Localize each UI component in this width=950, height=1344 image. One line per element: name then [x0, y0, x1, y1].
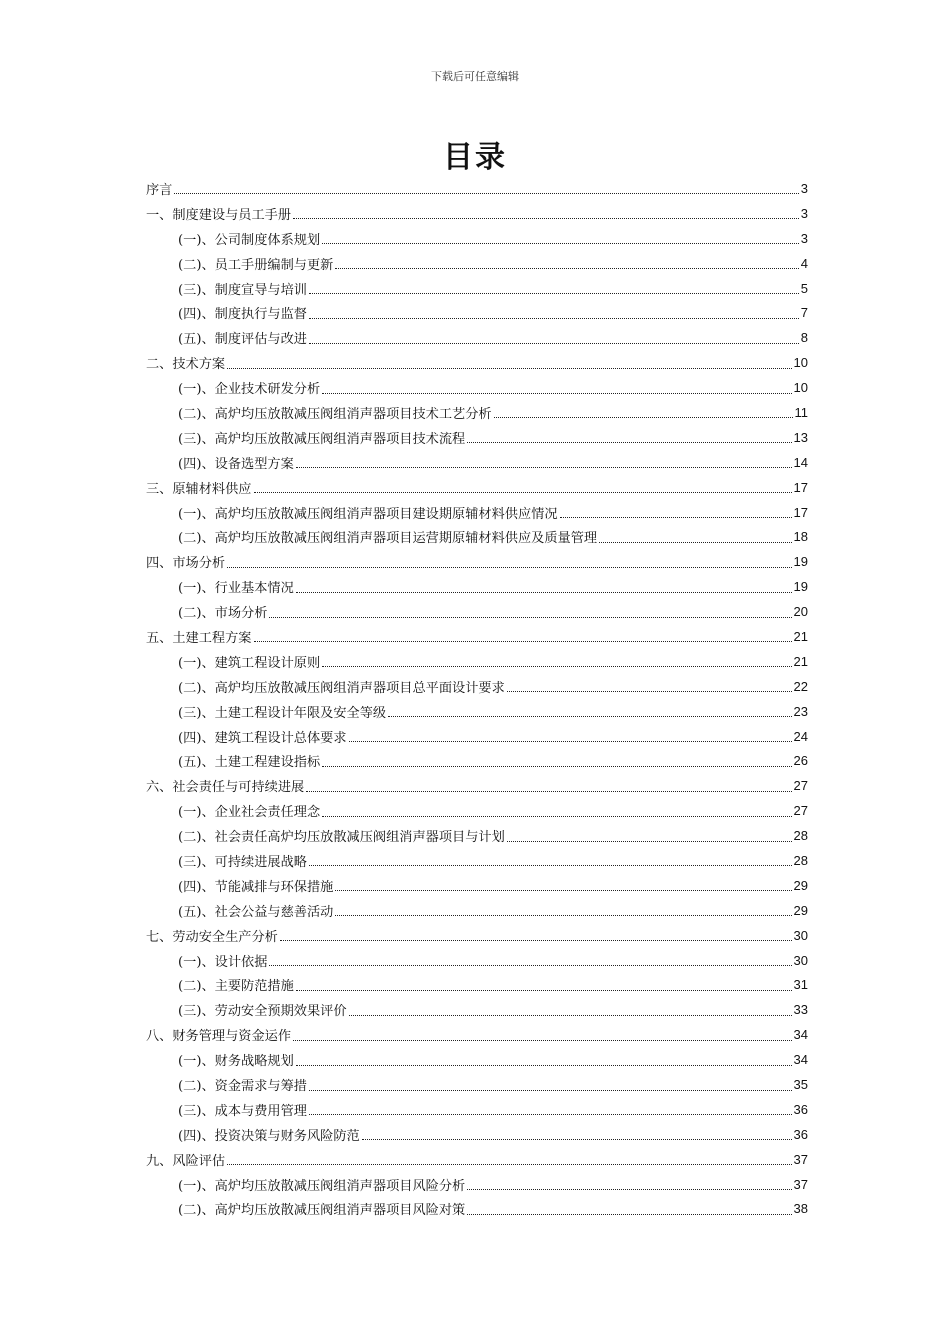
toc-page-number: 34 — [793, 1027, 808, 1043]
toc-entry[interactable] — [146, 251, 808, 276]
toc-page-number: 29 — [793, 877, 808, 893]
toc-dot-leader — [335, 267, 798, 269]
toc-page-number: 37 — [793, 1176, 808, 1192]
toc-dot-leader — [322, 815, 791, 817]
toc-entry[interactable] — [146, 300, 808, 325]
toc-entry-label: (一)、企业技术研发分析 — [178, 382, 321, 398]
toc-dot-leader — [560, 516, 792, 518]
toc-entry-label: (二)、高炉均压放散减压阀组消声器项目技术工艺分析 — [178, 406, 492, 422]
toc-entry-label: (一)、高炉均压放散减压阀组消声器项目建设期原辅材料供应情况 — [178, 506, 558, 522]
toc-dot-leader — [296, 1064, 792, 1066]
toc-entry[interactable] — [146, 425, 808, 450]
toc-dot-leader — [467, 441, 791, 443]
toc-entry-label: (三)、高炉均压放散减压阀组消声器项目技术流程 — [178, 431, 466, 447]
toc-dot-leader — [349, 740, 792, 742]
toc-entry[interactable] — [146, 375, 808, 400]
toc-entry-label: 七、劳动安全生产分析 — [146, 929, 278, 945]
toc-page-number: 11 — [794, 404, 808, 420]
toc-page-number: 34 — [793, 1052, 808, 1068]
toc-entry-label: 三、原辅材料供应 — [146, 481, 252, 497]
toc-entry[interactable] — [146, 176, 808, 201]
toc-entry[interactable] — [146, 798, 808, 823]
toc-page-number: 37 — [793, 1151, 808, 1167]
toc-page-number: 35 — [793, 1077, 808, 1092]
toc-entry[interactable] — [146, 500, 808, 525]
toc-entry-label: 九、风险评估 — [146, 1153, 226, 1169]
toc-entry[interactable] — [146, 450, 808, 475]
toc-entry[interactable] — [146, 948, 808, 973]
toc-entry[interactable] — [146, 1072, 808, 1097]
toc-dot-leader — [309, 292, 799, 294]
toc-dot-leader — [227, 566, 791, 568]
toc-page-number: 10 — [793, 355, 808, 371]
toc-page-number: 29 — [793, 902, 808, 918]
toc-entry-label: (一)、高炉均压放散减压阀组消声器项目风险分析 — [178, 1178, 466, 1194]
toc-dot-leader — [335, 889, 791, 891]
toc-entry-label: (五)、土建工程建设指标 — [178, 755, 321, 771]
toc-page-number: 10 — [793, 380, 808, 396]
toc-entry[interactable] — [146, 848, 808, 873]
toc-entry-label: (一)、建筑工程设计原则 — [178, 655, 321, 671]
toc-dot-leader — [309, 1089, 792, 1091]
toc-entry[interactable] — [146, 1047, 808, 1072]
toc-entry[interactable] — [146, 923, 808, 948]
toc-entry[interactable] — [146, 325, 808, 350]
toc-page-number: 30 — [793, 952, 808, 968]
toc-dot-leader — [322, 765, 791, 767]
toc-entry[interactable] — [146, 773, 808, 798]
toc-page-number: 36 — [793, 1126, 808, 1142]
toc-entry[interactable] — [146, 276, 808, 301]
toc-entry[interactable] — [146, 973, 808, 998]
toc-page-number: 24 — [793, 728, 808, 744]
toc-entry[interactable] — [146, 1097, 808, 1122]
toc-page-number: 7 — [800, 305, 808, 321]
toc-page-number: 36 — [793, 1101, 808, 1117]
toc-entry-label: (二)、社会责任高炉均压放散减压阀组消声器项目与计划 — [178, 830, 505, 846]
toc-dot-leader — [309, 317, 799, 319]
toc-entry[interactable] — [146, 724, 808, 749]
toc-entry-label: (一)、企业社会责任理念 — [178, 805, 321, 821]
toc-entry[interactable] — [146, 873, 808, 898]
toc-entry[interactable] — [146, 997, 808, 1022]
toc-page-number: 17 — [793, 504, 808, 520]
toc-dot-leader — [296, 466, 792, 468]
toc-entry-label: (四)、设备选型方案 — [178, 456, 294, 472]
toc-entry[interactable] — [146, 823, 808, 848]
toc-entry-label: (四)、建筑工程设计总体要求 — [178, 730, 347, 746]
toc-entry[interactable] — [146, 1197, 808, 1222]
toc-entry[interactable] — [146, 226, 808, 251]
toc-dot-leader — [296, 591, 792, 593]
toc-entry-label: 四、市场分析 — [146, 556, 226, 572]
toc-entry[interactable] — [146, 1122, 808, 1147]
toc-entry-label: (三)、制度宣导与培训 — [178, 282, 307, 298]
toc-entry[interactable] — [146, 699, 808, 724]
toc-dot-leader — [309, 1113, 792, 1115]
toc-entry[interactable] — [146, 1022, 808, 1047]
toc-dot-leader — [467, 1213, 791, 1215]
toc-entry[interactable] — [146, 624, 808, 649]
toc-page-number: 3 — [800, 205, 808, 221]
toc-dot-leader — [309, 342, 799, 344]
toc-entry-label: (一)、设计依据 — [178, 954, 268, 970]
toc-entry[interactable] — [146, 599, 808, 624]
toc-page-number: 19 — [793, 554, 808, 570]
toc-entry[interactable] — [146, 1172, 808, 1197]
toc-page-number: 27 — [793, 778, 808, 794]
toc-dot-leader — [269, 964, 791, 966]
toc-page-number: 38 — [793, 1201, 808, 1217]
toc-entry[interactable] — [146, 674, 808, 699]
toc-dot-leader — [293, 1039, 791, 1041]
toc-page-number: 27 — [793, 803, 808, 819]
toc-dot-leader — [227, 1163, 791, 1165]
toc-dot-leader — [296, 989, 792, 991]
toc-page-number: 28 — [793, 828, 808, 844]
toc-entry-label: (四)、节能减排与环保措施 — [178, 879, 334, 895]
toc-dot-leader — [293, 217, 799, 219]
toc-entry-label: (一)、财务战略规划 — [178, 1054, 294, 1070]
toc-dot-leader — [280, 939, 792, 941]
toc-entry-label: (五)、制度评估与改进 — [178, 332, 307, 348]
toc-dot-leader — [322, 242, 799, 244]
toc-entry[interactable] — [146, 898, 808, 923]
page-header-note: 下载后可任意编辑 — [431, 70, 519, 83]
toc-entry[interactable] — [146, 549, 808, 574]
toc-entry-label: 二、技术方案 — [146, 357, 226, 373]
toc-page-number: 23 — [793, 703, 808, 719]
toc-dot-leader — [269, 616, 791, 618]
toc-dot-leader — [599, 541, 791, 543]
toc-entry[interactable] — [146, 201, 808, 226]
toc-entry-label: (五)、社会公益与慈善活动 — [178, 904, 334, 920]
toc-entry-label: (二)、高炉均压放散减压阀组消声器项目总平面设计要求 — [178, 680, 505, 696]
page-title: 目录 — [443, 140, 507, 175]
toc-entry-label: (一)、行业基本情况 — [178, 581, 294, 597]
toc-page-number: 22 — [793, 678, 808, 694]
toc-entry-label: (三)、劳动安全预期效果评价 — [178, 1004, 347, 1020]
toc-entry-label: (二)、员工手册编制与更新 — [178, 257, 334, 273]
toc-entry[interactable] — [146, 400, 808, 425]
toc-entry-label: 序言 — [146, 182, 173, 198]
toc-entry-label: 五、土建工程方案 — [146, 630, 252, 646]
toc-dot-leader — [388, 715, 791, 717]
toc-dot-leader — [349, 1014, 792, 1016]
toc-page-number: 21 — [793, 653, 808, 669]
toc-dot-leader — [306, 790, 791, 792]
toc-entry[interactable] — [146, 574, 808, 599]
toc-dot-leader — [507, 840, 792, 842]
toc-page-number: 8 — [800, 330, 808, 346]
toc-page-number: 4 — [800, 255, 808, 271]
toc-entry-label: (一)、公司制度体系规划 — [178, 232, 321, 248]
toc-entry-label: 六、社会责任与可持续进展 — [146, 780, 305, 796]
toc-entry-label: (二)、高炉均压放散减压阀组消声器项目运营期原辅材料供应及质量管理 — [178, 531, 598, 547]
toc-entry-label: 一、制度建设与员工手册 — [146, 207, 292, 223]
toc-entry[interactable] — [146, 350, 808, 375]
toc-dot-leader — [254, 640, 792, 642]
table-of-contents — [146, 176, 808, 1221]
toc-page-number: 21 — [793, 628, 808, 644]
toc-page-number: 33 — [793, 1002, 808, 1018]
toc-dot-leader — [494, 416, 793, 418]
toc-page-number: 19 — [793, 579, 808, 595]
toc-dot-leader — [335, 914, 791, 916]
toc-page-number: 3 — [800, 230, 808, 246]
toc-page-number: 28 — [793, 852, 808, 868]
toc-dot-leader — [309, 864, 792, 866]
toc-entry-label: (二)、市场分析 — [178, 606, 268, 622]
toc-entry-label: (四)、制度执行与监督 — [178, 307, 307, 323]
toc-page-number: 5 — [800, 280, 808, 296]
toc-page-number: 30 — [793, 927, 808, 943]
toc-entry-label: (三)、可持续进展战略 — [178, 854, 307, 870]
toc-entry-label: (四)、投资决策与财务风险防范 — [178, 1128, 360, 1144]
toc-entry[interactable] — [146, 649, 808, 674]
toc-page-number: 31 — [793, 977, 808, 993]
toc-dot-leader — [322, 665, 791, 667]
toc-page-number: 20 — [793, 604, 808, 620]
toc-dot-leader — [227, 367, 791, 369]
toc-dot-leader — [322, 392, 791, 394]
toc-entry-label: (二)、高炉均压放散减压阀组消声器项目风险对策 — [178, 1203, 466, 1219]
toc-page-number: 13 — [793, 429, 808, 445]
toc-entry[interactable] — [146, 1147, 808, 1172]
toc-entry-label: (三)、土建工程设计年限及安全等级 — [178, 705, 387, 721]
toc-entry[interactable] — [146, 748, 808, 773]
toc-page-number: 14 — [793, 454, 808, 470]
toc-page-number: 17 — [793, 479, 808, 495]
toc-entry[interactable] — [146, 475, 808, 500]
toc-dot-leader — [362, 1138, 792, 1140]
toc-dot-leader — [254, 491, 792, 493]
toc-entry-label: (二)、主要防范措施 — [178, 979, 294, 995]
toc-page-number: 3 — [800, 180, 808, 196]
toc-dot-leader — [174, 192, 798, 194]
toc-entry-label: (三)、成本与费用管理 — [178, 1103, 307, 1119]
toc-page-number: 18 — [793, 529, 808, 545]
toc-entry[interactable] — [146, 524, 808, 549]
toc-entry-label: (二)、资金需求与筹措 — [178, 1079, 307, 1094]
toc-page-number: 26 — [793, 753, 808, 769]
toc-dot-leader — [507, 690, 792, 692]
toc-entry-label: 八、财务管理与资金运作 — [146, 1029, 292, 1045]
toc-dot-leader — [467, 1188, 791, 1190]
